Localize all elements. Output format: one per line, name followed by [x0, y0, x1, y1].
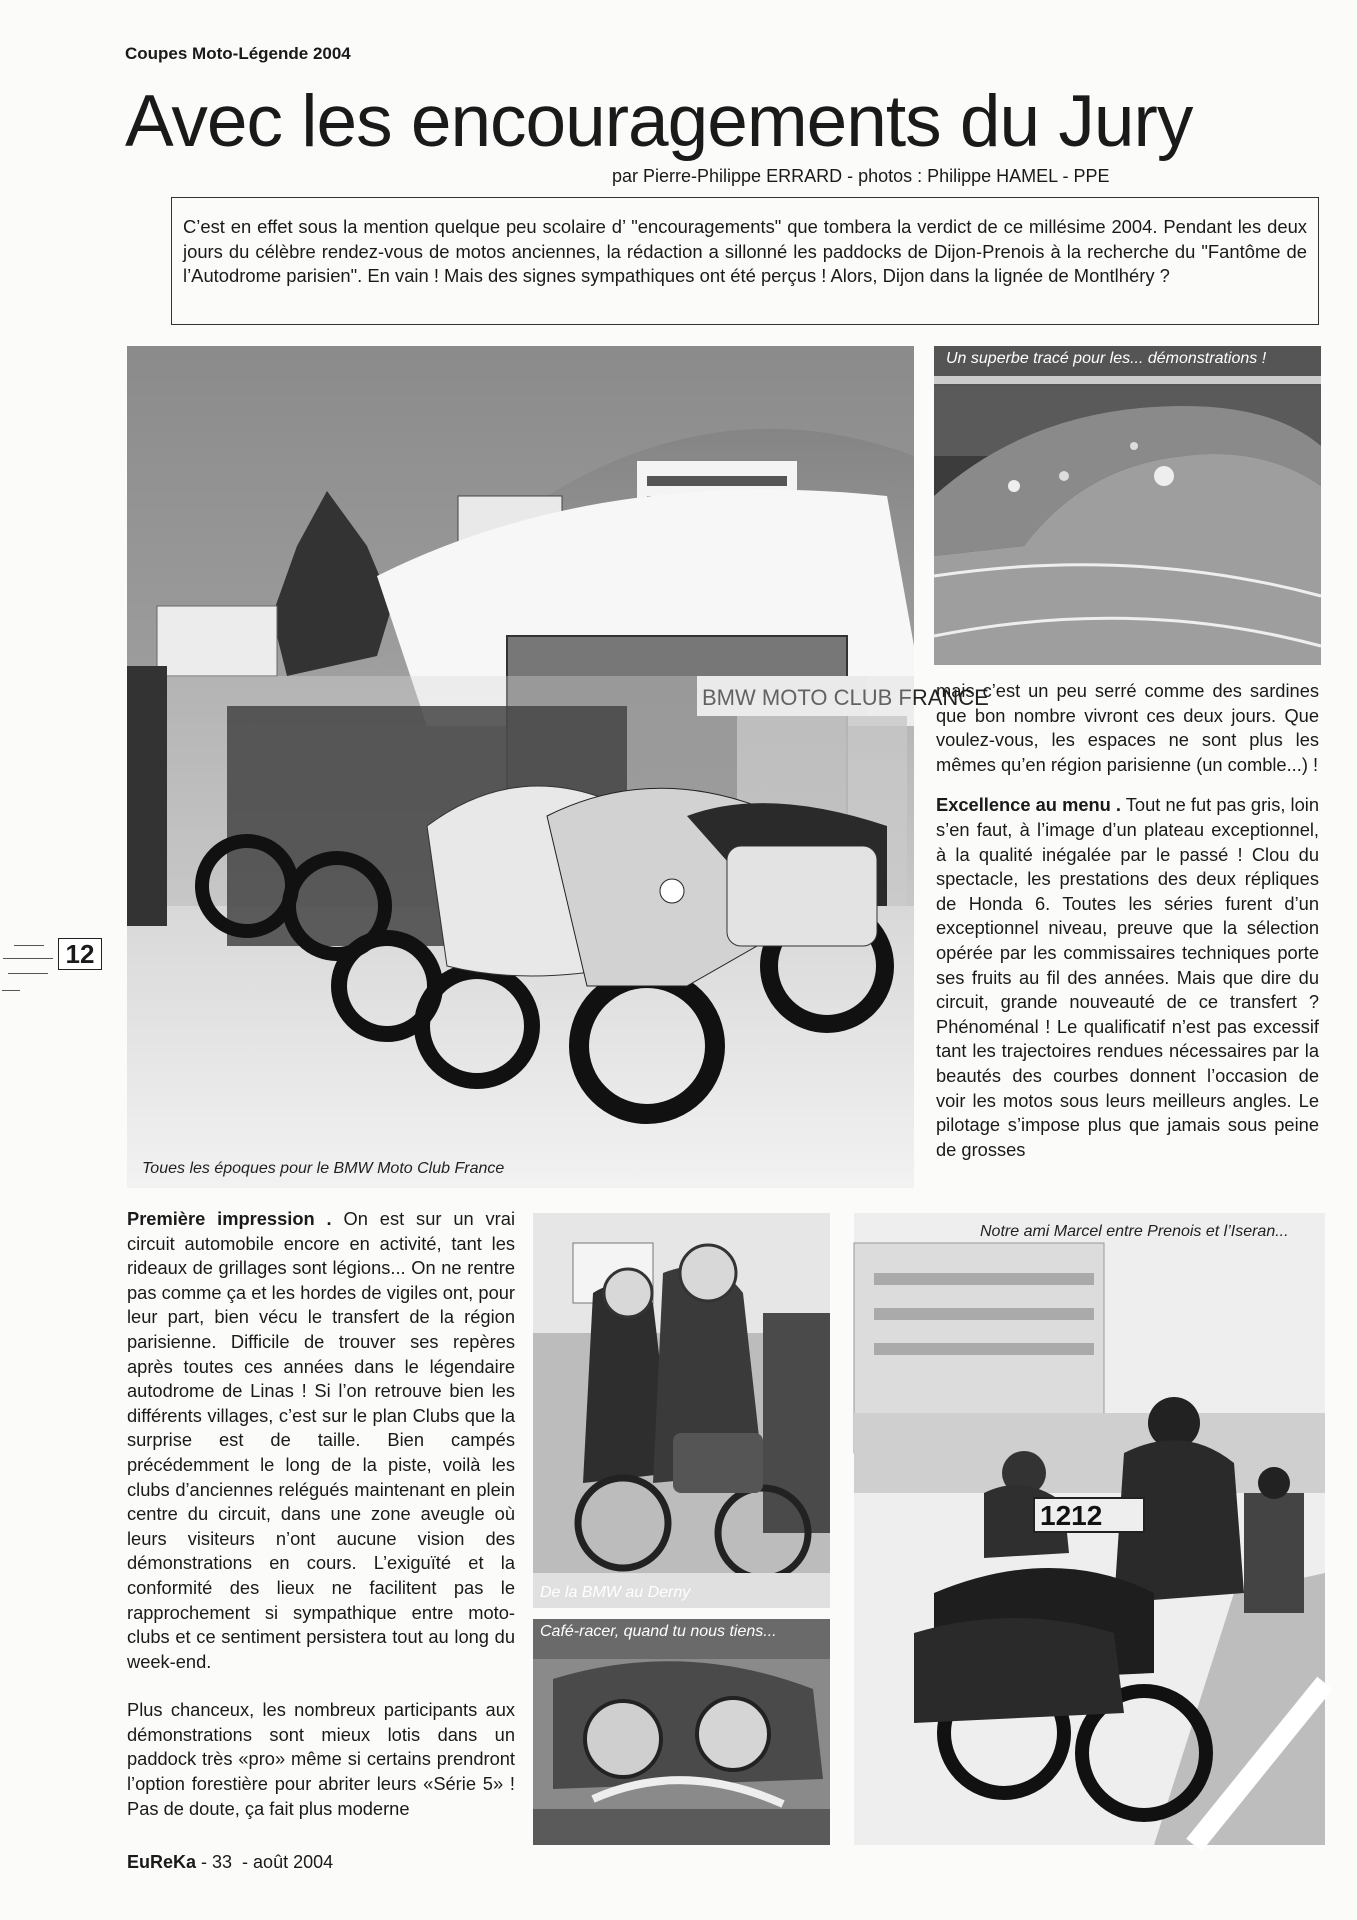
- bmw-derny-caption: De la BMW au Derny: [540, 1584, 691, 1601]
- marcel-sidecar-photo: [854, 1213, 1325, 1845]
- footer-page: - 33 -: [196, 1852, 254, 1872]
- page-number: 12: [58, 938, 102, 970]
- track-photo: [934, 346, 1321, 665]
- left-column-text: [127, 1207, 515, 1821]
- cafe-racer-photo: [533, 1619, 830, 1845]
- main-paddock-photo: [127, 346, 989, 1188]
- race-number: 1212: [1040, 1500, 1103, 1531]
- footer: [127, 1852, 333, 1873]
- right-para-2-body: Tout ne fut pas gris, loin s’en faut, à l’image d’un plateau exceptionnel, à la qualité inégalée par le passé ! Clou du spectacle, les prestations des deux répliques de Honda 6. Toutes les séries furent d’un exceptionnel niveau, preuve que la sélection opérée par les commissaires techniques porte ses fruits au fil des années. Mais que dire du circuit, grande nouveauté de ce transfert ? Phénoménal ! Le qualificatif n’est pas excessif tant les trajectoires rendues nécessaires par la beautés des courbes donnent l’occasion de voir les motos sous leurs meilleurs angles. Le pilotage s’impose plus que jamais sous peine de grosses: [936, 794, 1319, 1160]
- excellence-heading: Excellence au menu .: [936, 794, 1122, 816]
- margin-dash: [3, 958, 53, 959]
- right-column-text: [936, 679, 1319, 1162]
- margin-dash: [2, 990, 20, 991]
- byline: par Pierre-Philippe ERRARD - photos : Philippe HAMEL - PPE: [612, 166, 1110, 186]
- left-para-1: [127, 1207, 515, 1674]
- bmw-derny-photo: [533, 1213, 830, 1608]
- footer-date: août 2004: [253, 1852, 334, 1872]
- footer-magazine: EuReKa: [127, 1852, 197, 1872]
- cafe-racer-caption: Café-racer, quand tu nous tiens...: [540, 1623, 777, 1640]
- main-photo-caption: Toues les époques pour le BMW Moto Club France: [142, 1160, 505, 1177]
- tent-banner: BMW MOTO CLUB FRANCE: [702, 685, 989, 710]
- section-kicker: Coupes Moto-Légende 2004: [125, 44, 351, 63]
- left-para-1-body: On est sur un vrai circuit automobile encore en activité, tant les rideaux de grillages sont légions... On ne rentre pas comme ça et les hordes de vigiles ont, pour leur part, bien vécu le transfert de la région parisienne. Difficile de trouver ses repères après toutes ces années dans le légendaire autodrome de Linas ! Si l’on retrouve bien les différents villages, c’est sur le plan Clubs que la surprise est de taille. Bien campés précédemment le long de la piste, voilà les clubs d’anciennes relégués maintenant en plein centre du circuit, dans une zone aveugle où leurs visiteurs n’ont aucune vision des démonstrations en cours. L’exiguïté et la conformité des lieux ne facilitent pas le rapprochement si sympathique entre moto-clubs et ce sentiment persistera tout au long du week-end.: [127, 1208, 516, 1672]
- margin-dash: [14, 945, 44, 946]
- left-para-2: Plus chanceux, les nombreux participants aux démonstrations sont mieux lotis dans un paddock très «pro» même si certains prendront l’option forestière pour abriter leurs «Série 5» ! Pas de doute, ça fait plus moderne: [127, 1699, 515, 1819]
- premiere-heading: Première impression .: [127, 1208, 332, 1229]
- intro-text: C’est en effet sous la mention quelque peu scolaire d’ "encouragements" que tombera la verdict de ce millésime 2004. Pendant les deux jours du célèbre rendez-vous de motos anciennes, la rédaction a sillonné les paddocks de Dijon-Prenois à la recherche du "Fantôme de l’Autodrome parisien". En vain ! Mais des signes sympathiques ont été perçus ! Alors, Dijon dans la lignée de Montlhéry ?: [183, 216, 1307, 287]
- article-title: Avec les encouragements du Jury: [125, 81, 1193, 162]
- right-para-2: [936, 793, 1319, 1162]
- track-caption: Un superbe tracé pour les... démonstrations !: [946, 350, 1267, 367]
- margin-dash: [8, 973, 48, 974]
- marcel-caption: Notre ami Marcel entre Prenois et l’Iseran...: [980, 1223, 1289, 1240]
- right-para-1: mais c’est un peu serré comme des sardines que bon nombre vivront ces deux jours. Que voulez-vous, les espaces ne sont plus les mêmes qu’en région parisienne (un comble...) !: [936, 680, 1319, 775]
